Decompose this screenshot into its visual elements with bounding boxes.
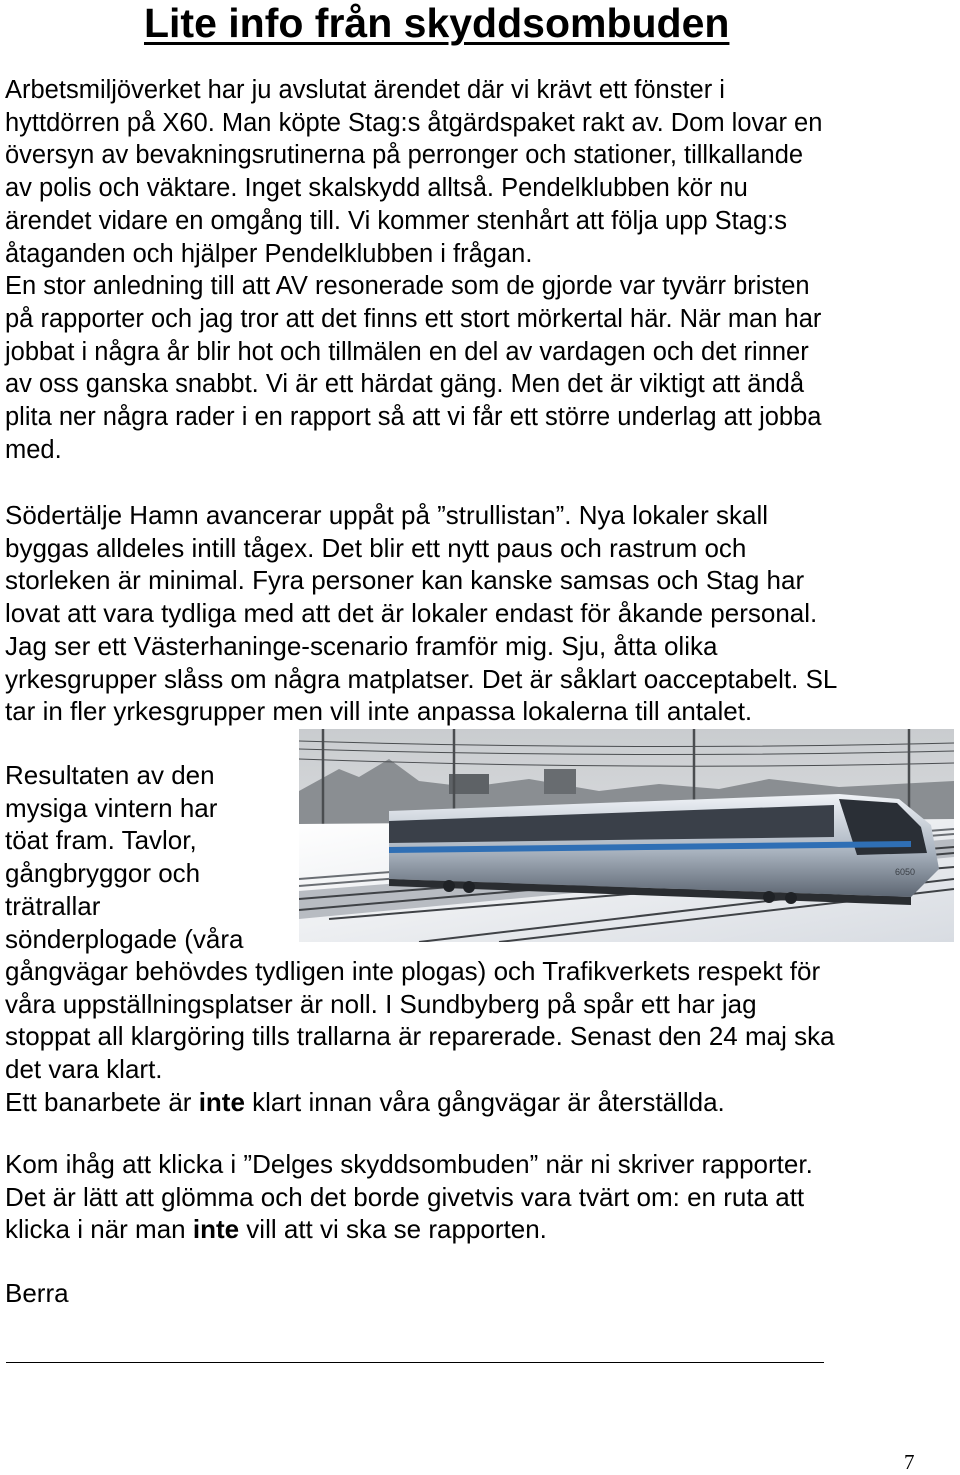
train-photo [299, 729, 954, 942]
train-number: 6050 [895, 867, 916, 877]
text-line: Jag ser ett Västerhaninge-scenario framför mig. Sju, åtta olika [5, 630, 718, 661]
text-line: på rapporter och jag tror att det finns ett stort mörkertal här. När man har [5, 304, 822, 333]
emphasis-inte: inte [198, 1086, 245, 1117]
text-line: plita ner några rader i en rapport så att vi får ett större underlag att jobba [5, 403, 822, 432]
text-line: yrkesgrupper slåss om några matplatser. Det är såklart oacceptabelt. SL [5, 663, 838, 694]
text-line: ärendet vidare en omgång till. Vi kommer stenhårt att följa upp Stag:s [5, 206, 787, 235]
text-span: klicka i när man [5, 1214, 193, 1245]
text-line: En stor anledning till att AV resonerade som de gjorde var tyvärr bristen [5, 272, 810, 301]
text-line: det vara klart. [5, 1054, 163, 1085]
text-line: våra uppställningsplatser är noll. I Sundbyberg på spår ett har jag [5, 988, 757, 1019]
text-line: Södertälje Hamn avancerar uppåt på ”strullistan”. Nya lokaler skall [5, 500, 769, 530]
text-line [5, 1213, 813, 1246]
paragraph-hyttdorren [5, 74, 822, 466]
paragraph-sodertalje [5, 499, 837, 728]
paragraph-vintern [5, 759, 244, 955]
text-line: Resultaten av den [5, 760, 215, 790]
text-span: Ett banarbete är [5, 1086, 199, 1117]
text-line: sönderplogade (våra [5, 923, 244, 954]
text-line: Kom ihåg att klicka i ”Delges skyddsombuden” när ni skriver rapporter. [5, 1149, 813, 1179]
text-line: töat fram. Tavlor, [5, 825, 197, 856]
text-line: gångvägar behövdes tydligen inte plogas) och Trafikverkets respekt för [5, 956, 821, 986]
text-line: av polis och väktare. Inget skalskydd alltså. Pendelklubben kör nu [5, 174, 748, 203]
text-line: trätrallar [5, 890, 101, 921]
paragraph-delges [5, 1148, 813, 1246]
text-line: av oss ganska snabbt. Vi är ett härdat gäng. Men det är viktigt att ändå [5, 370, 805, 399]
text-line: översyn av bevakningsrutinerna på perronger och stationer, tillkallande [5, 141, 804, 170]
text-line: hyttdörren på X60. Man köpte Stag:s åtgärdspaket rakt av. Dom lovar en [5, 108, 823, 137]
text-line: byggas alldeles intill tågex. Det blir ett nytt paus och rastrum och [5, 532, 747, 563]
text-line: gångbryggor och [5, 858, 201, 889]
paragraph-vintern-continued [5, 955, 835, 1119]
text-line [5, 1086, 835, 1119]
text-line: åtaganden och hjälper Pendelklubben i frågan. [5, 239, 533, 268]
page-number: 7 [904, 1450, 915, 1474]
signature: Berra [5, 1278, 69, 1308]
text-line: jobbat i några år blir hot och tillmälen en del av vardagen och det rinner [5, 337, 809, 366]
text-line: storleken är minimal. Fyra personer kan kanske samsas och Stag har [5, 565, 805, 596]
text-line: stoppat all klargöring tills trallarna är reparerade. Senast den 24 maj ska [5, 1021, 835, 1052]
page-title: Lite info från skyddsombuden [144, 0, 730, 46]
text-line: mysiga vintern har [5, 792, 218, 823]
text-span: vill att vi ska se rapporten. [239, 1214, 547, 1245]
text-line: med. [5, 435, 62, 464]
text-span: klart innan våra gångvägar är återställda. [244, 1086, 725, 1117]
text-line: lovat att vara tydliga med att det är lokaler endast för åkande personal. [5, 598, 818, 629]
text-line: tar in fler yrkesgrupper men vill inte anpassa lokalerna till antalet. [5, 696, 753, 727]
emphasis-inte: inte [192, 1214, 240, 1245]
text-line: Arbetsmiljöverket har ju avslutat ärendet där vi krävt ett fönster i [5, 76, 725, 104]
text-line: Det är lätt att glömma och det borde givetvis vara tvärt om: en ruta att [5, 1181, 805, 1212]
divider-line [6, 1362, 824, 1363]
